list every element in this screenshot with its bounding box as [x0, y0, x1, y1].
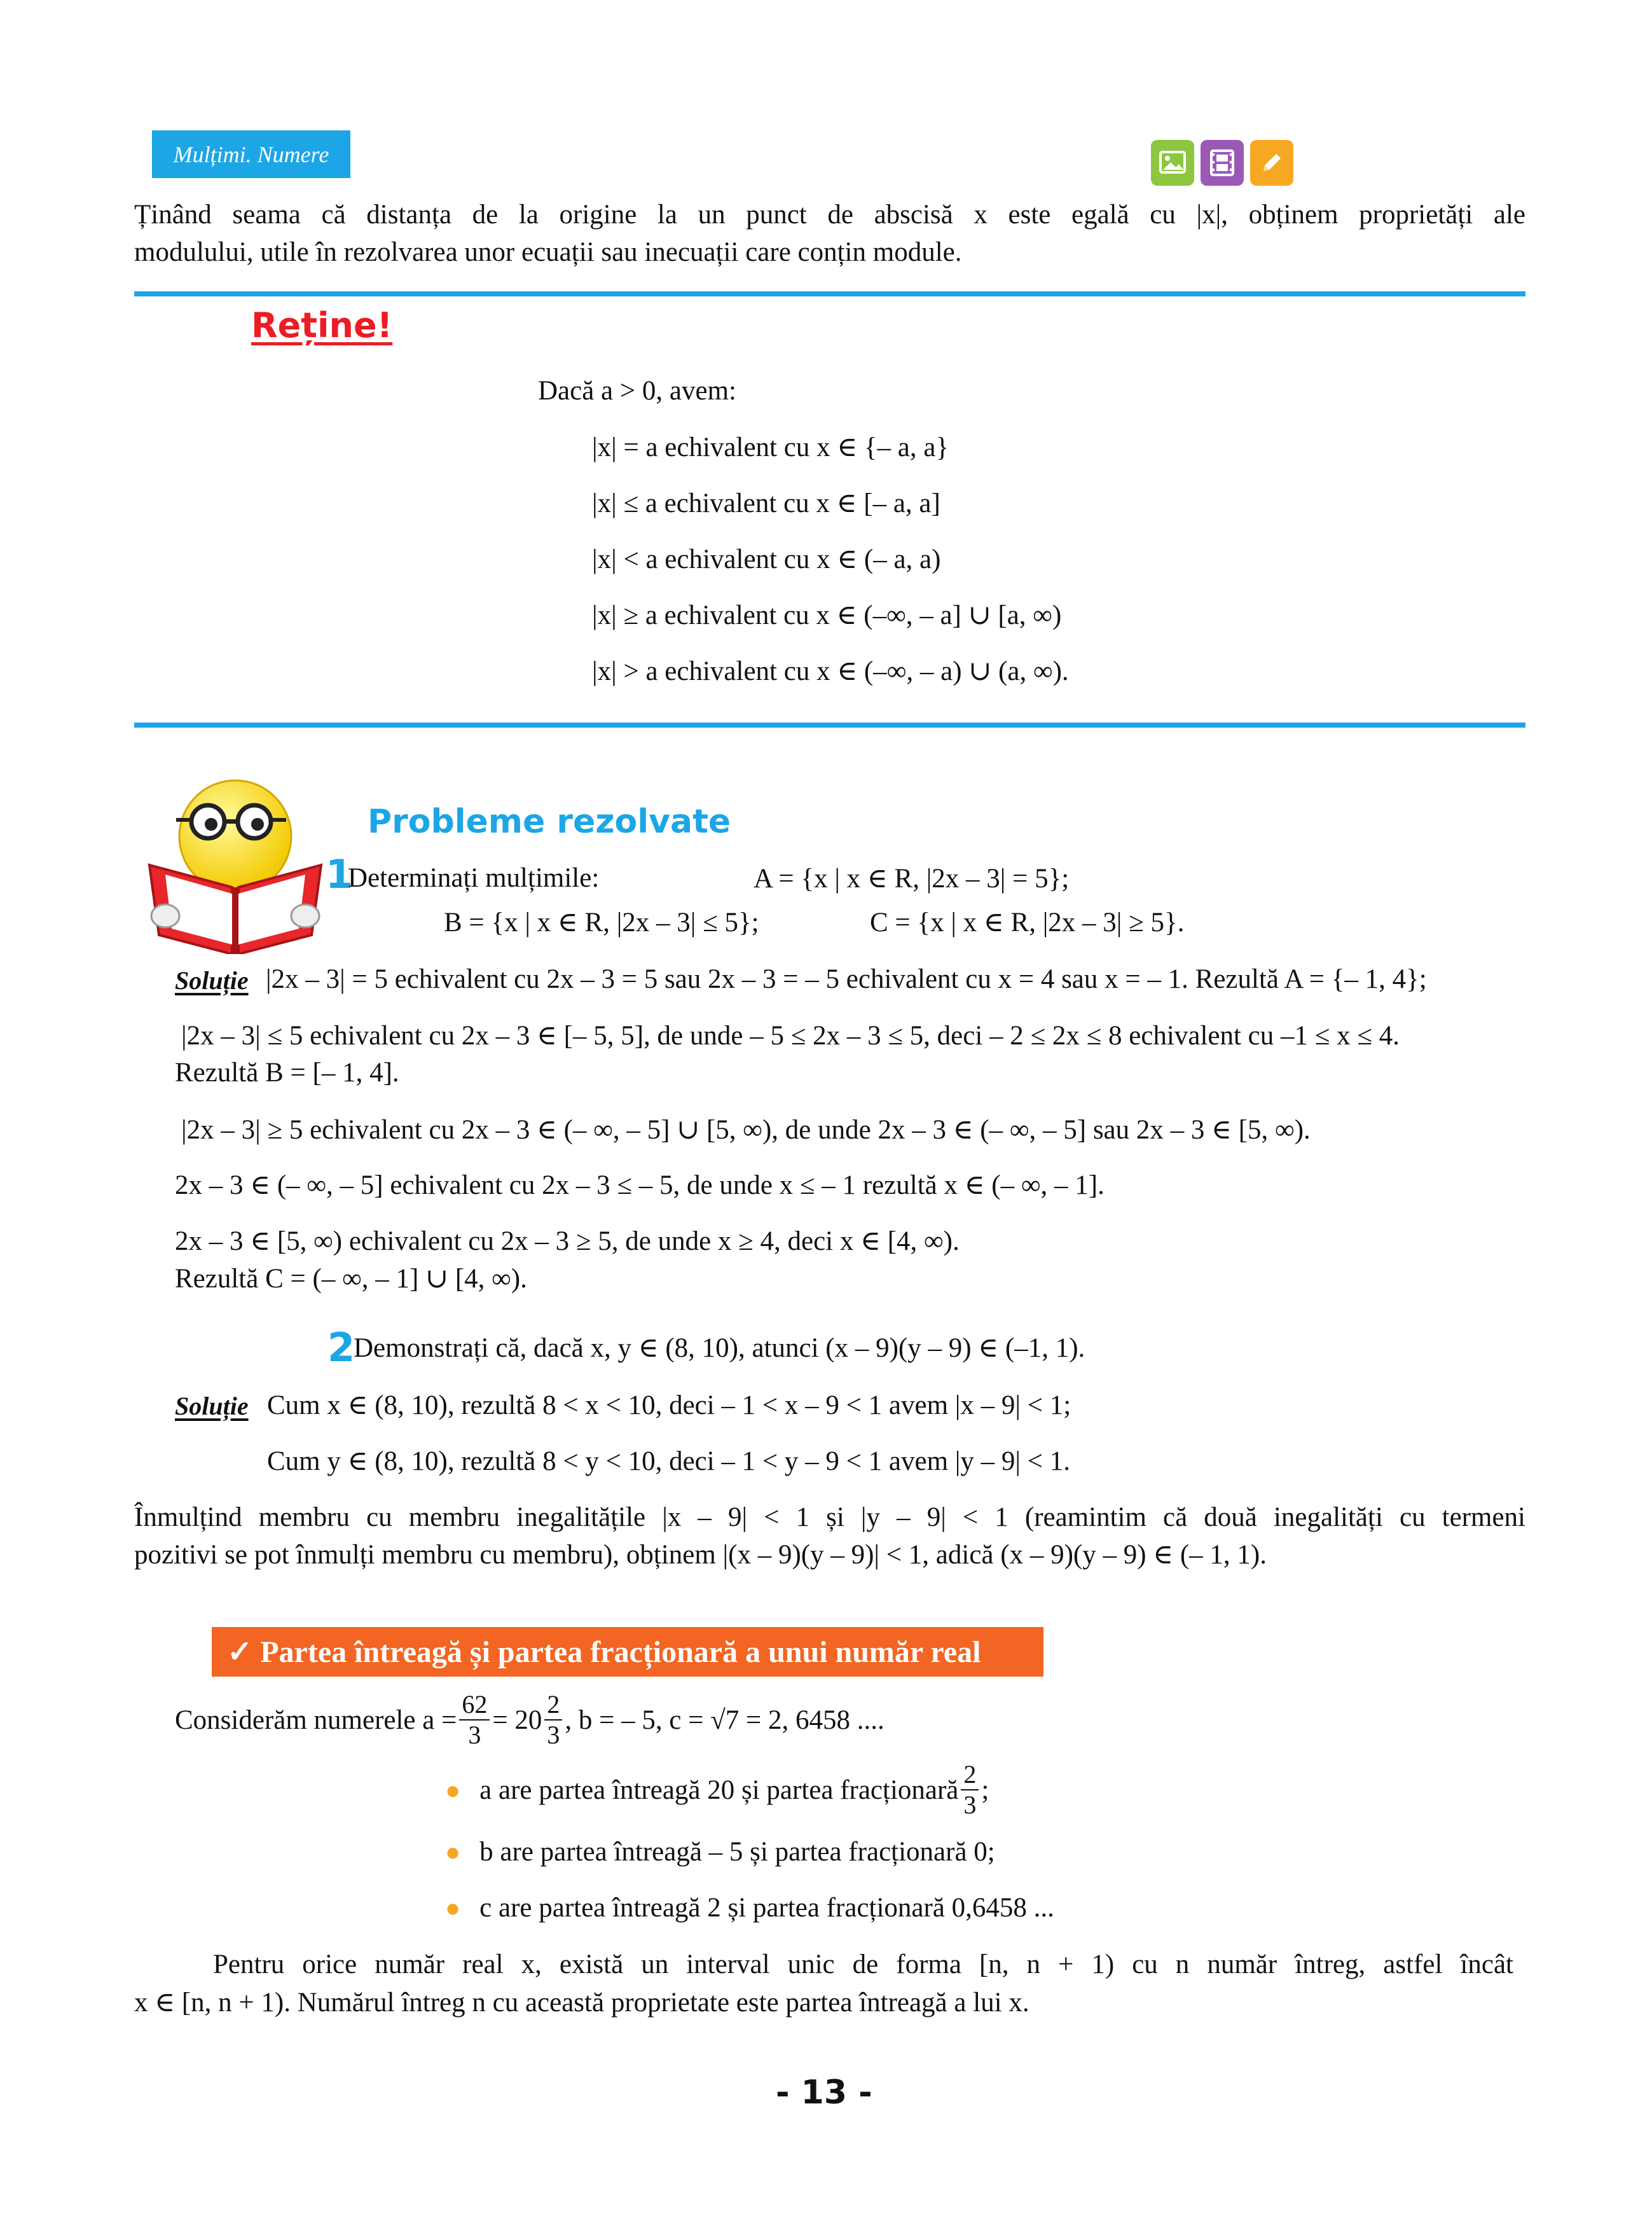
retine-rule-2: |x| ≤ a echivalent cu x ∈ [– a, a] — [592, 488, 940, 518]
chapter-tag: Mulțimi. Numere — [152, 130, 350, 178]
pencil-icon[interactable] — [1250, 140, 1293, 186]
problem-2-number: 2 — [327, 1324, 355, 1371]
film-icon[interactable] — [1201, 140, 1244, 186]
fraction-2-3 — [961, 1762, 979, 1818]
p1-solution-line: Rezultă B = [– 1, 4]. — [175, 1058, 399, 1088]
consider-line — [175, 1692, 885, 1748]
integer-part-para-line-1: Pentru orice număr real x, există un interval unic de forma [n, n + 1) cu n număr întreg, astfel încât — [213, 1949, 1513, 1979]
retine-lead: Dacă a > 0, avem: — [538, 376, 736, 406]
section-banner: ✓ Partea întreagă și partea fracționară a unui număr real — [212, 1627, 1043, 1677]
bullet-item-b — [445, 1836, 995, 1867]
p1-solution-line: 2x – 3 ∈ (– ∞, – 5] echivalent cu 2x – 3 ≤ – 5, de unde x ≤ – 1 rezultă x ∈ (– ∞, – 1]. — [175, 1170, 1105, 1200]
reading-smiley-illustration — [137, 770, 334, 954]
page-number: - 13 - — [776, 2074, 872, 2112]
p1-solution-line: 2x – 3 ∈ [5, ∞) echivalent cu 2x – 3 ≥ 5, de unde x ≥ 4, deci x ∈ [4, ∞). — [175, 1226, 960, 1256]
problem-2-statement: Demonstrați că, dacă x, y ∈ (8, 10), atunci (x – 9)(y – 9) ∈ (–1, 1). — [354, 1333, 1085, 1363]
intro-line-1: Ținând seama că distanța de la origine la un punct de abscisă x este egală cu |x|, obținem proprietăți ale — [134, 200, 1525, 230]
probleme-rezolvate-title: Probleme rezolvate — [368, 803, 731, 841]
bullet-item-a — [445, 1762, 989, 1818]
problem-1-set-b: B = {x | x ∈ R, |2x – 3| ≤ 5}; — [444, 908, 759, 938]
fraction-2-3 — [544, 1692, 562, 1748]
retine-rule-1: |x| = a echivalent cu x ∈ {– a, a} — [592, 433, 949, 462]
retine-title: Reține! — [251, 305, 393, 345]
problem-1-set-c: C = {x | x ∈ R, |2x – 3| ≥ 5}. — [870, 908, 1185, 938]
fraction-62-3 — [459, 1692, 490, 1748]
bullet-b-text: b are partea întreagă – 5 și partea fracționară 0; — [479, 1837, 995, 1867]
problem-1-number: 1 — [326, 851, 354, 897]
p1-solution-line: |2x – 3| ≥ 5 echivalent cu 2x – 3 ∈ (– ∞, – 5] ∪ [5, ∞), de unde 2x – 3 ∈ (– ∞, – 5] sau 2x – 3 ∈ [5, ∞). — [181, 1115, 1311, 1145]
equals-twenty: = 20 — [492, 1705, 542, 1735]
problem-1-statement: Determinați mulțimile: — [348, 863, 600, 893]
p1-solution-line: Rezultă C = (– ∞, – 1] ∪ [4, ∞). — [175, 1264, 527, 1294]
fraction-numerator: 62 — [459, 1692, 490, 1721]
problem-2-solution-label: Soluție — [175, 1392, 249, 1420]
consider-rest: , b = – 5, c = √7 = 2, 6458 .... — [565, 1705, 885, 1735]
retine-rule-5: |x| > a echivalent cu x ∈ (–∞, – a) ∪ (a, ∞). — [592, 656, 1069, 686]
retine-rule-4: |x| ≥ a echivalent cu x ∈ (–∞, – a] ∪ [a, ∞) — [592, 600, 1062, 630]
bullet-a-end: ; — [981, 1775, 989, 1805]
fraction-denominator: 3 — [547, 1721, 560, 1749]
bottom-divider — [134, 723, 1525, 728]
retine-rule-3: |x| < a echivalent cu x ∈ (– a, a) — [592, 544, 941, 574]
problem-1-solution-label: Soluție — [175, 966, 249, 995]
p1-solution-line: |2x – 3| ≤ 5 echivalent cu 2x – 3 ∈ [– 5, 5], de unde – 5 ≤ 2x – 3 ≤ 5, deci – 2 ≤ 2x ≤ 8 echivalent cu –1 ≤ x ≤ 4. — [181, 1021, 1400, 1051]
bullet-a-text: a are partea întreagă 20 și partea fracționară — [479, 1775, 959, 1805]
image-icon[interactable] — [1151, 140, 1194, 186]
bullet-dot-icon: ● — [445, 1838, 461, 1866]
integer-part-para-line-2: x ∈ [n, n + 1). Numărul întreg n cu această proprietate este partea întreagă a lui x. — [134, 1988, 1029, 2018]
bullet-item-c — [445, 1892, 1054, 1923]
p2-solution-line-2: Cum y ∈ (8, 10), rezultă 8 < y < 10, deci – 1 < y – 9 < 1 avem |y – 9| < 1. — [267, 1446, 1071, 1476]
intro-line-2: modulului, utile în rezolvarea unor ecuații sau inecuații care conțin module. — [134, 237, 962, 267]
fraction-numerator: 2 — [544, 1692, 562, 1721]
p1-solution-line: |2x – 3| = 5 echivalent cu 2x – 3 = 5 sau 2x – 3 = – 5 echivalent cu x = 4 sau x = – 1. Rezultă A = {– 1, 4}; — [266, 964, 1427, 994]
consider-prefix: Considerăm numerele a = — [175, 1705, 457, 1735]
p2-conclusion-line-2: pozitivi se pot înmulți membru cu membru), obținem |(x – 9)(y – 9)| < 1, adică (x – 9)(y – 9) ∈ (– 1, 1). — [134, 1540, 1267, 1570]
bullet-dot-icon: ● — [445, 1775, 461, 1804]
bullet-dot-icon: ● — [445, 1894, 461, 1922]
problem-1-set-a: A = {x | x ∈ R, |2x – 3| = 5}; — [754, 864, 1070, 894]
p2-conclusion-line-1: Înmulțind membru cu membru inegalitățile |x – 9| < 1 și |y – 9| < 1 (reamintim că două inegalități cu termeni — [134, 1502, 1525, 1532]
fraction-denominator: 3 — [963, 1790, 977, 1819]
bullet-c-text: c are partea întreagă 2 și partea fracționară 0,6458 ... — [479, 1893, 1054, 1923]
fraction-numerator: 2 — [961, 1762, 979, 1790]
p2-solution-line-1: Cum x ∈ (8, 10), rezultă 8 < x < 10, deci – 1 < x – 9 < 1 avem |x – 9| < 1; — [267, 1390, 1071, 1420]
fraction-denominator: 3 — [468, 1721, 481, 1749]
top-divider — [134, 291, 1525, 296]
